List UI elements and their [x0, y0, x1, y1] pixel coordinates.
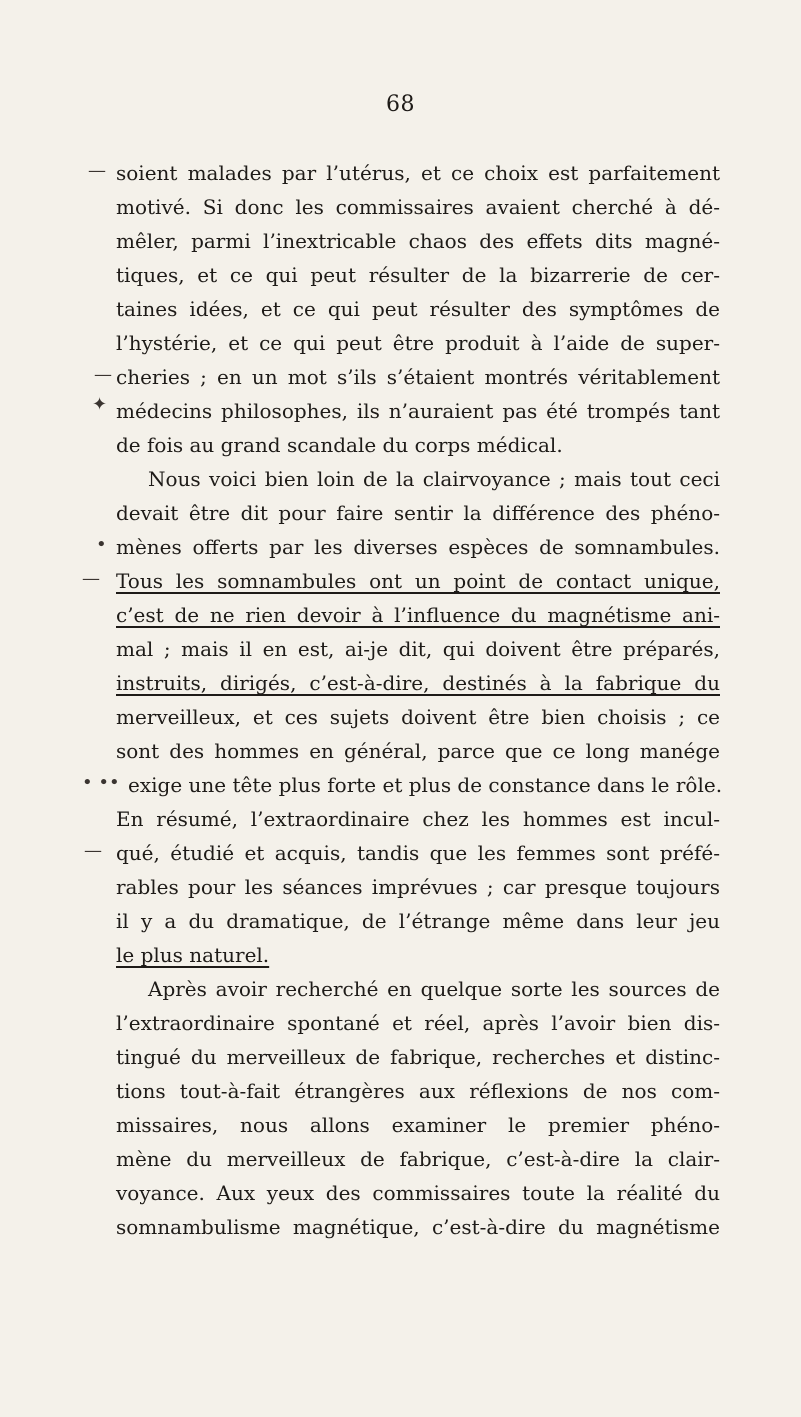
text-line: devait être dit pour faire sentir la différence des phéno-: [116, 501, 720, 525]
text-line: qué, étudié et acquis, tandis que les femmes sont préfé-: [116, 841, 720, 865]
text-line: missaires, nous allons examiner le premier phéno-: [116, 1113, 720, 1137]
text-line: Après avoir recherché en quelque sorte les sources de: [148, 977, 720, 1001]
margin-mark: ✦: [92, 394, 108, 415]
text-line: tingué du merveilleux de fabrique, recherches et distinc-: [116, 1045, 720, 1069]
text-line: médecins philosophes, ils n’auraient pas été trompés tant: [116, 399, 720, 423]
text-line: mal ; mais il en est, ai-je dit, qui doivent être préparés,: [116, 637, 720, 661]
text-line: mêler, parmi l’inextricable chaos des effets dits magné-: [116, 229, 720, 253]
margin-mark: •: [96, 534, 107, 555]
margin-mark: • ••: [82, 772, 120, 793]
text-line: taines idées, et ce qui peut résulter des symptômes de: [116, 297, 720, 321]
text-line: de fois au grand scandale du corps médical.: [116, 433, 563, 457]
text-line: instruits, dirigés, c’est-à-dire, destinés à la fabrique du: [116, 671, 720, 695]
text-line: voyance. Aux yeux des commissaires toute la réalité du: [116, 1181, 720, 1205]
text-line: l’hystérie, et ce qui peut être produit à l’aide de super-: [116, 331, 720, 355]
text-line: mène du merveilleux de fabrique, c’est-à-dire la clair-: [116, 1147, 720, 1171]
text-line: l’extraordinaire spontané et réel, après l’avoir bien dis-: [116, 1011, 720, 1035]
text-line: sont des hommes en général, parce que ce long manége: [116, 739, 720, 763]
text-line: merveilleux, et ces sujets doivent être bien choisis ; ce: [116, 705, 720, 729]
margin-mark: —: [94, 364, 112, 385]
text-line: Tous les somnambules ont un point de contact unique,: [116, 569, 720, 593]
margin-mark: —: [84, 840, 102, 861]
text-line: somnambulisme magnétique, c’est-à-dire du magnétisme: [116, 1215, 720, 1239]
text-line: tions tout-à-fait étrangères aux réflexions de nos com-: [116, 1079, 720, 1103]
page-body: [116, 156, 723, 1244]
text-line: mènes offerts par les diverses espèces de somnambules.: [116, 535, 720, 559]
text-line: c’est de ne rien devoir à l’influence du magnétisme ani-: [116, 603, 720, 627]
text-line: rables pour les séances imprévues ; car presque toujours: [116, 875, 720, 899]
text-line: exige une tête plus forte et plus de constance dans le rôle.: [128, 773, 723, 797]
text-line: Nous voici bien loin de la clairvoyance ; mais tout ceci: [148, 467, 720, 491]
margin-mark: —: [82, 568, 100, 589]
text-line: motivé. Si donc les commissaires avaient cherché à dé-: [116, 195, 720, 219]
text-line: soient malades par l’utérus, et ce choix est parfaitement: [116, 161, 720, 185]
text-line: cheries ; en un mot s’ils s’étaient montrés véritablement: [116, 365, 720, 389]
text-line: le plus naturel.: [116, 943, 270, 967]
text-line: En résumé, l’extraordinaire chez les hommes est incul-: [116, 807, 720, 831]
text-line: tiques, et ce qui peut résulter de la bizarrerie de cer-: [116, 263, 720, 287]
text-line: il y a du dramatique, de l’étrange même dans leur jeu: [116, 909, 720, 933]
margin-mark: —: [88, 160, 106, 181]
page-number: 68: [386, 92, 415, 117]
